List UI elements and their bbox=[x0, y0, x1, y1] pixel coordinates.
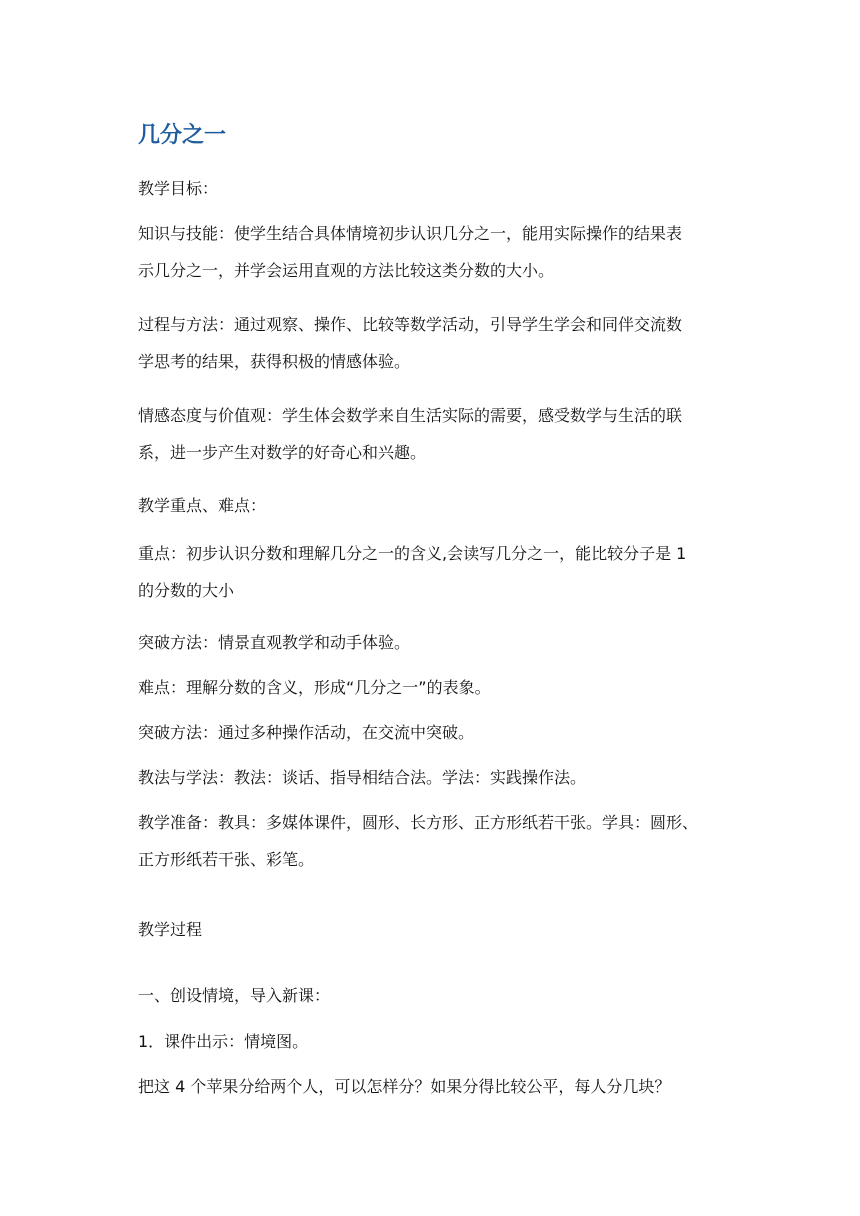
step-1: 1．课件出示：情境图。 bbox=[138, 1032, 309, 1051]
key-point-line-2: 的分数的大小 bbox=[138, 581, 235, 600]
knowledge-skills-line-2: 示几分之一，并学会运用直观的方法比较这类分数的大小。 bbox=[138, 261, 555, 280]
process-method-line-1: 过程与方法：通过观察、操作、比较等数学活动，引导学生学会和同伴交流数 bbox=[138, 315, 683, 334]
emotion-values-line-2: 系，进一步产生对数学的好奇心和兴趣。 bbox=[138, 443, 427, 462]
apple-question: 把这 4 个苹果分给两个人，可以怎样分？如果分得比较公平，每人分几块？ bbox=[138, 1077, 671, 1096]
teaching-process-heading: 教学过程 bbox=[138, 920, 203, 939]
difficult-point: 难点：理解分数的含义，形成“几分之一”的表象。 bbox=[138, 678, 491, 697]
teaching-methods: 教法与学法：教法：谈话、指导相结合法。学法：实践操作法。 bbox=[138, 768, 587, 787]
breakthrough-method-2: 突破方法：通过多种操作活动，在交流中突破。 bbox=[138, 723, 475, 742]
preparation-paragraph bbox=[138, 804, 728, 878]
preparation-line-1: 教学准备：教具：多媒体课件，圆形、长方形、正方形纸若干张。学具：圆形、 bbox=[138, 813, 699, 832]
emotion-values-paragraph bbox=[138, 397, 728, 471]
key-point-paragraph bbox=[138, 535, 728, 609]
section-1-heading: 一、创设情境，导入新课： bbox=[138, 986, 331, 1005]
process-method-paragraph bbox=[138, 306, 728, 380]
emotion-values-line-1: 情感态度与价值观：学生体会数学来自生活实际的需要，感受数学与生活的联 bbox=[138, 406, 683, 425]
breakthrough-method-1: 突破方法：情景直观教学和动手体验。 bbox=[138, 633, 411, 652]
objectives-heading: 教学目标： bbox=[138, 179, 219, 198]
key-difficult-heading: 教学重点、难点： bbox=[138, 496, 267, 515]
preparation-line-2: 正方形纸若干张、彩笔。 bbox=[138, 850, 315, 869]
knowledge-skills-line-1: 知识与技能：使学生结合具体情境初步认识几分之一，能用实际操作的结果表 bbox=[138, 224, 683, 243]
page-title: 几分之一 bbox=[138, 123, 227, 148]
process-method-line-2: 学思考的结果，获得积极的情感体验。 bbox=[138, 352, 411, 371]
key-point-line-1: 重点：初步认识分数和理解几分之一的含义,会读写几分之一，能比较分子是 1 bbox=[138, 544, 687, 563]
knowledge-skills-paragraph bbox=[138, 215, 728, 289]
